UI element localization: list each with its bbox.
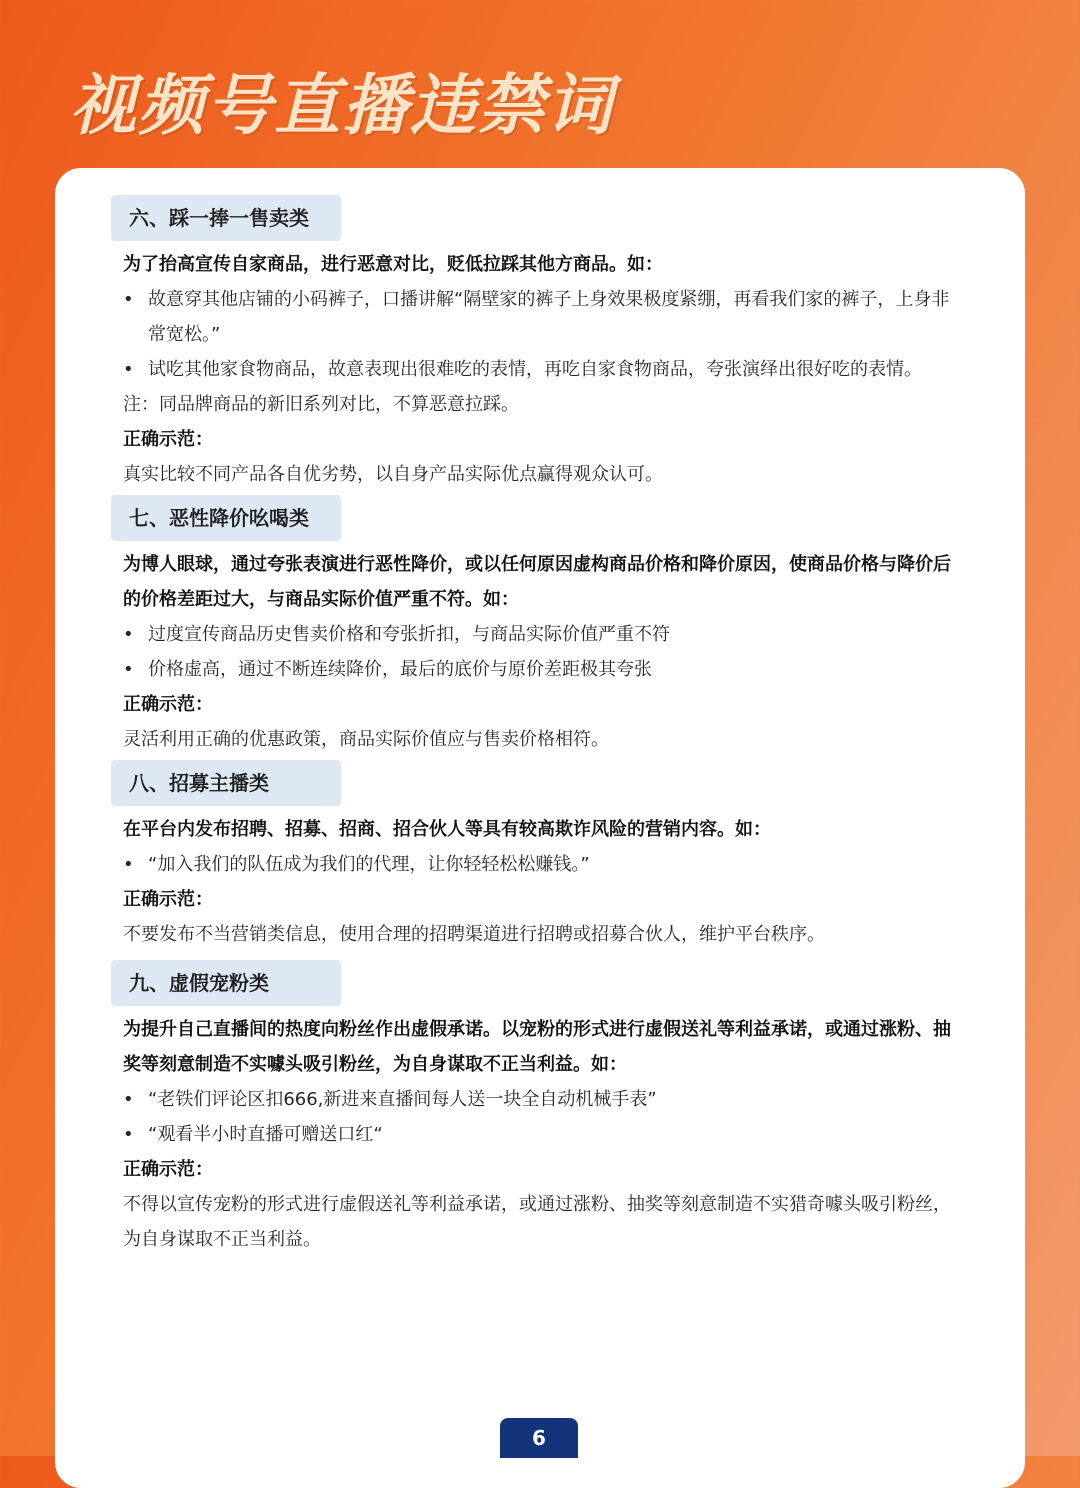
- correct-label: 正确示范：: [123, 694, 213, 715]
- bullet-item: • 试吃其他家食物商品，故意表现出很难吃的表情，再吃自家食物商品，夸张演绎出很好吃的表情。: [123, 352, 963, 387]
- section-intro: 为提升自己直播间的热度向粉丝作出虚假承诺。以宠粉的形式进行虚假送礼等利益承诺，或通过涨粉、抽奖等刻意制造不实噱头吸引粉丝，为自身谋取不正当利益。如：: [123, 1019, 951, 1075]
- correct-label: 正确示范：: [123, 429, 213, 450]
- section-intro: 在平台内发布招聘、招募、招商、招合伙人等具有较高欺诈风险的营销内容。如：: [123, 819, 771, 840]
- bullet-item: • 价格虚高，通过不断连续降价，最后的底价与原价差距极其夸张: [123, 652, 963, 687]
- correct-label: 正确示范：: [123, 889, 213, 910]
- correct-text: 真实比较不同产品各自优劣势，以自身产品实际优点赢得观众认可。: [123, 464, 663, 485]
- section-eight: [123, 760, 963, 952]
- section-intro: 为博人眼球，通过夸张表演进行恶性降价，或以任何原因虚构商品价格和降价原因，使商品价格与降价后的价格差距过大，与商品实际价值严重不符。如：: [123, 554, 951, 610]
- bullet-item: • 过度宣传商品历史售卖价格和夸张折扣，与商品实际价值严重不符: [123, 617, 963, 652]
- page-title: 视频号直播违禁词: [70, 67, 614, 144]
- section-nine: [123, 960, 963, 1257]
- bullet-item: • “老铁们评论区扣666,新进来直播间每人送一块全自动机械手表”: [123, 1082, 963, 1117]
- bullet-item: • “观看半小时直播可赠送口红“: [123, 1117, 963, 1152]
- section-heading: 九、虚假宠粉类: [111, 960, 341, 1006]
- section-heading: 六、踩一捧一售卖类: [111, 195, 341, 241]
- correct-text: 灵活利用正确的优惠政策，商品实际价值应与售卖价格相符。: [123, 729, 609, 750]
- section-intro: 为了抬高宣传自家商品，进行恶意对比，贬低拉踩其他方商品。如：: [123, 254, 663, 275]
- section-heading: 八、招募主播类: [111, 760, 341, 806]
- section-heading: 七、恶性降价吆喝类: [111, 495, 341, 541]
- correct-text: 不得以宣传宠粉的形式进行虚假送礼等利益承诺，或通过涨粉、抽奖等刻意制造不实猎奇噱头吸引粉丝，为自身谋取不正当利益。: [123, 1194, 951, 1250]
- section-seven: [123, 495, 963, 757]
- content-card: [55, 168, 1025, 1488]
- correct-label: 正确示范：: [123, 1159, 213, 1180]
- section-six: [123, 195, 963, 492]
- bullet-item: • 故意穿其他店铺的小码裤子，口播讲解“隔壁家的裤子上身效果极度紧绷，再看我们家的裤子，上身非常宽松。”: [123, 282, 963, 352]
- bullet-item: • “加入我们的队伍成为我们的代理，让你轻轻松松赚钱。”: [123, 847, 963, 882]
- page-number: 6: [500, 1418, 578, 1458]
- content: [123, 195, 963, 1257]
- section-note: 注：同品牌商品的新旧系列对比，不算恶意拉踩。: [123, 394, 519, 415]
- correct-text: 不要发布不当营销类信息，使用合理的招聘渠道进行招聘或招募合伙人，维护平台秩序。: [123, 924, 825, 945]
